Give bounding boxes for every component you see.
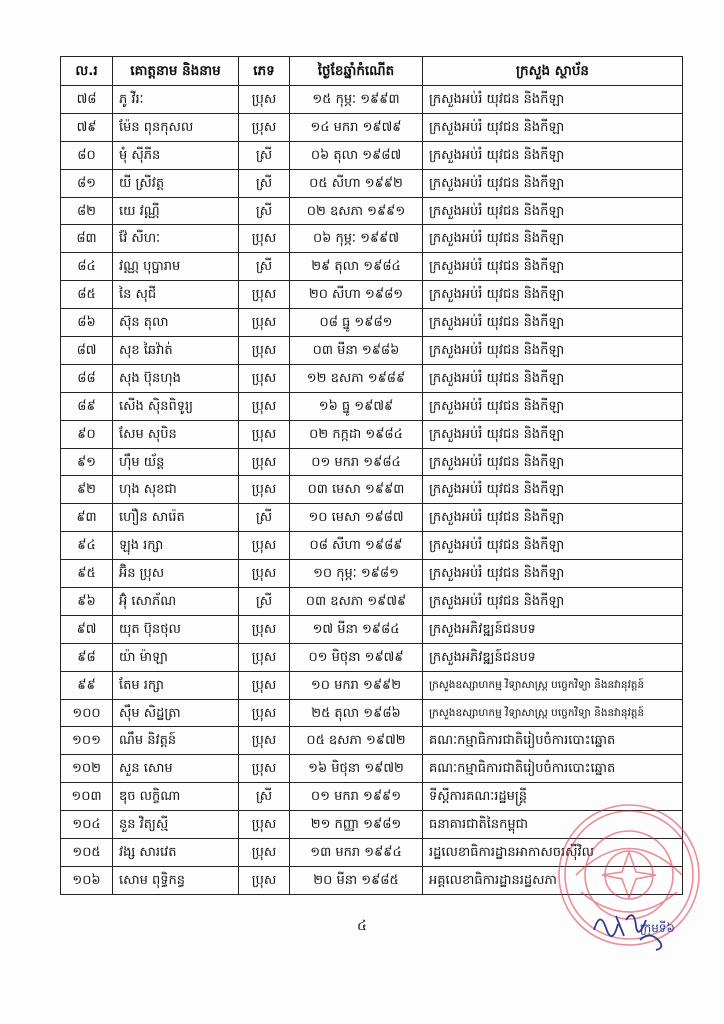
ministry-cell: ក្រសួងអប់រំ យុវជន និងកីឡា: [423, 169, 683, 197]
birth-date-cell: ០១ មករា ១៩៩១: [290, 783, 423, 811]
page-number: ៤: [357, 918, 367, 934]
row-number-cell: ៨១: [61, 169, 113, 197]
row-number-cell: ៨៤: [61, 253, 113, 281]
table-row: [61, 671, 683, 699]
sex-cell: ប្រុស: [239, 811, 290, 839]
row-number-cell: ១០៤: [61, 811, 113, 839]
row-number-cell: ៨០: [61, 141, 113, 169]
table-row: [61, 197, 683, 225]
full-name-cell: ហឿន សារ៉េត: [113, 504, 239, 532]
birth-date-cell: ២១ កញ្ញា ១៩៨១: [290, 811, 423, 839]
full-name-cell: នួន វិត្យស្មី: [113, 811, 239, 839]
row-number-cell: ៨៧: [61, 337, 113, 365]
header-sex: ភេទ: [239, 57, 290, 86]
ministry-cell: ក្រសួងអប់រំ យុវជន និងកីឡា: [423, 532, 683, 560]
table-row: [61, 420, 683, 448]
ministry-cell: ទីស្តីការគណៈរដ្ឋមន្ត្រី: [423, 783, 683, 811]
birth-date-cell: ២៩ តុលា ១៩៨៤: [290, 253, 423, 281]
row-number-cell: ១០១: [61, 727, 113, 755]
row-number-cell: ១០២: [61, 755, 113, 783]
birth-date-cell: ១៦ មិថុនា ១៩៧២: [290, 755, 423, 783]
ministry-cell: ក្រសួងឧស្សាហកម្ម វិទ្យាសាស្ត្រ បច្ចេកវិទ្យា និងនវានុវត្តន៍: [423, 699, 683, 727]
birth-date-cell: ១២ ឧសភា ១៩៨៩: [290, 364, 423, 392]
birth-date-cell: ០៥ ឧសភា ១៩៧២: [290, 727, 423, 755]
table-row: [61, 615, 683, 643]
sex-cell: ប្រុស: [239, 755, 290, 783]
sex-cell: ប្រុស: [239, 281, 290, 309]
row-number-cell: ៩៧: [61, 615, 113, 643]
birth-date-cell: ០៣ មីនា ១៩៨៦: [290, 337, 423, 365]
row-number-cell: ៨៩: [61, 392, 113, 420]
full-name-cell: សែម សុបិន: [113, 420, 239, 448]
row-number-cell: ១០៥: [61, 839, 113, 867]
sex-cell: ប្រុស: [239, 86, 290, 114]
full-name-cell: តែម រក្សា: [113, 671, 239, 699]
sex-cell: ស្រី: [239, 197, 290, 225]
row-number-cell: ៧៨: [61, 86, 113, 114]
sex-cell: ប្រុស: [239, 392, 290, 420]
birth-date-cell: ២០ សីហា ១៩៨១: [290, 281, 423, 309]
table-row: [61, 141, 683, 169]
full-name-cell: ឌុច លក្ខិណា: [113, 783, 239, 811]
ministry-cell: ក្រសួងអប់រំ យុវជន និងកីឡា: [423, 392, 683, 420]
ministry-cell: ក្រសួងអប់រំ យុវជន និងកីឡា: [423, 281, 683, 309]
birth-date-cell: ០៥ សីហា ១៩៩២: [290, 169, 423, 197]
birth-date-cell: ១៣ មករា ១៩៩៤: [290, 839, 423, 867]
row-number-cell: ១០៣: [61, 783, 113, 811]
ministry-cell: ក្រសួងអប់រំ យុវជន និងកីឡា: [423, 309, 683, 337]
table-row: [61, 727, 683, 755]
row-number-cell: ១០៦: [61, 866, 113, 894]
table-row: [61, 699, 683, 727]
birth-date-cell: ០២ កក្កដា ១៩៨៤: [290, 420, 423, 448]
table-row: [61, 309, 683, 337]
row-number-cell: ៨៣: [61, 225, 113, 253]
sex-cell: ប្រុស: [239, 337, 290, 365]
birth-date-cell: ០៣ ឧសភា ១៩៧៩: [290, 588, 423, 616]
row-number-cell: ៧៩: [61, 113, 113, 141]
full-name-cell: សុង ប៊ុនហុង: [113, 364, 239, 392]
full-name-cell: យី ស្រីវត្ត: [113, 169, 239, 197]
table-row: [61, 588, 683, 616]
birth-date-cell: ០៨ ធ្នូ ១៩៨១: [290, 309, 423, 337]
table-row: [61, 113, 683, 141]
sex-cell: ប្រុស: [239, 866, 290, 894]
full-name-cell: សុខ ឆៃវ៉ាត់: [113, 337, 239, 365]
full-name-cell: នៃ សុជី: [113, 281, 239, 309]
sex-cell: ប្រុស: [239, 448, 290, 476]
full-name-cell: អ៊ុំ សោភ័ណ: [113, 588, 239, 616]
birth-date-cell: ០១ មករា ១៩៨៤: [290, 448, 423, 476]
ministry-cell: ក្រសួងអប់រំ យុវជន និងកីឡា: [423, 337, 683, 365]
sex-cell: ប្រុស: [239, 225, 290, 253]
full-name-cell: ភូ វីរៈ: [113, 86, 239, 114]
sex-cell: ស្រី: [239, 169, 290, 197]
table-row: [61, 504, 683, 532]
ministry-cell: ក្រសួងអប់រំ យុវជន និងកីឡា: [423, 253, 683, 281]
table-row: [61, 643, 683, 671]
full-name-cell: យ៉ា ម៉ាឡា: [113, 643, 239, 671]
birth-date-cell: ២៥ តុលា ១៩៨៦: [290, 699, 423, 727]
birth-date-cell: ០១ មិថុនា ១៩៧៩: [290, 643, 423, 671]
birth-date-cell: ១៧ មីនា ១៩៨៤: [290, 615, 423, 643]
sex-cell: ប្រុស: [239, 671, 290, 699]
full-name-cell: សើង ស៊ិនពិទូរ្យ: [113, 392, 239, 420]
ministry-cell: ក្រសួងអប់រំ យុវជន និងកីឡា: [423, 141, 683, 169]
ministry-cell: គណៈកម្មាធិការជាតិរៀបចំការបោះឆ្នោត: [423, 755, 683, 783]
ministry-cell: ធនាគារជាតិនៃកម្ពុជា: [423, 811, 683, 839]
ministry-cell: ក្រសួងអប់រំ យុវជន និងកីឡា: [423, 364, 683, 392]
sex-cell: ស្រី: [239, 504, 290, 532]
table-row: [61, 253, 683, 281]
full-name-cell: វណ្ណ បុប្ផារាម: [113, 253, 239, 281]
ministry-cell: គណៈកម្មាធិការជាតិរៀបចំការបោះឆ្នោត: [423, 727, 683, 755]
table-header-row: [61, 57, 683, 86]
row-number-cell: ៩៨: [61, 643, 113, 671]
table-row: [61, 476, 683, 504]
full-name-cell: វ៉ែ សីហៈ: [113, 225, 239, 253]
sex-cell: ប្រុស: [239, 420, 290, 448]
header-number: ល.រ: [61, 57, 113, 86]
birth-date-cell: ១៦ ធ្នូ ១៩៧៩: [290, 392, 423, 420]
birth-date-cell: ០៦ តុលា ១៩៨៧: [290, 141, 423, 169]
row-number-cell: ៨៦: [61, 309, 113, 337]
ministry-cell: ក្រសួងអប់រំ យុវជន និងកីឡា: [423, 197, 683, 225]
sex-cell: ប្រុស: [239, 699, 290, 727]
sex-cell: ប្រុស: [239, 113, 290, 141]
ministry-cell: ក្រសួងអភិវឌ្ឍន៍ជនបទ: [423, 643, 683, 671]
birth-date-cell: ២០ មីនា ១៩៨៥: [290, 866, 423, 894]
birth-date-cell: ១០ កុម្ភៈ ១៩៨១: [290, 560, 423, 588]
sex-cell: ប្រុស: [239, 615, 290, 643]
row-number-cell: ៩០: [61, 420, 113, 448]
table-row: [61, 560, 683, 588]
table-row: [61, 392, 683, 420]
sex-cell: ប្រុស: [239, 364, 290, 392]
ministry-cell: រដ្ឋលេខាធិការដ្ឋានអាកាសចរស៊ីវិល: [423, 839, 683, 867]
row-number-cell: ៨២: [61, 197, 113, 225]
sex-cell: ប្រុស: [239, 643, 290, 671]
full-name-cell: ស៊ុន តុលា: [113, 309, 239, 337]
sex-cell: ស្រី: [239, 141, 290, 169]
birth-date-cell: ១០ មេសា ១៩៨៧: [290, 504, 423, 532]
table-row: [61, 337, 683, 365]
row-number-cell: ៩៩: [61, 671, 113, 699]
sex-cell: ប្រុស: [239, 476, 290, 504]
row-number-cell: ៩២: [61, 476, 113, 504]
ministry-cell: ក្រសួងអប់រំ យុវជន និងកីឡា: [423, 504, 683, 532]
row-number-cell: ៩៦: [61, 588, 113, 616]
full-name-cell: ម៉ែន ពុនកុសល: [113, 113, 239, 141]
group-annotation: ក្រុមទី៦: [640, 921, 675, 935]
table-row: [61, 448, 683, 476]
row-number-cell: ៨៥: [61, 281, 113, 309]
sex-cell: ស្រី: [239, 253, 290, 281]
birth-date-cell: ០៨ សីហា ១៩៨៩: [290, 532, 423, 560]
full-name-cell: ហុង សុខជា: [113, 476, 239, 504]
full-name-cell: សួន សោម: [113, 755, 239, 783]
sex-cell: ប្រុស: [239, 532, 290, 560]
full-name-cell: វង្ស សារវេត: [113, 839, 239, 867]
row-number-cell: ៩៣: [61, 504, 113, 532]
full-name-cell: ណឹម និវត្តន៍: [113, 727, 239, 755]
ministry-cell: ក្រសួងអប់រំ យុវជន និងកីឡា: [423, 560, 683, 588]
full-name-cell: យេ វណ្ណី: [113, 197, 239, 225]
full-name-cell: ឡុង រក្សា: [113, 532, 239, 560]
sex-cell: ស្រី: [239, 783, 290, 811]
table-row: [61, 532, 683, 560]
row-number-cell: ៩៤: [61, 532, 113, 560]
birth-date-cell: ០៦ កុម្ភៈ ១៩៩៧: [290, 225, 423, 253]
full-name-cell: ស៊ឹម សិដ្ឋត្រា: [113, 699, 239, 727]
ministry-cell: ក្រសួងឧស្សាហកម្ម វិទ្យាសាស្ត្រ បច្ចេកវិទ្យា និងនវានុវត្តន៍: [423, 671, 683, 699]
table-row: [61, 225, 683, 253]
table-row: [61, 281, 683, 309]
sex-cell: ស្រី: [239, 588, 290, 616]
ministry-cell: ក្រសួងអភិវឌ្ឍន៍ជនបទ: [423, 615, 683, 643]
full-name-cell: ហ៊ឹម យ័ន្ត: [113, 448, 239, 476]
row-number-cell: ៨៨: [61, 364, 113, 392]
ministry-cell: ក្រសួងអប់រំ យុវជន និងកីឡា: [423, 113, 683, 141]
table-row: [61, 755, 683, 783]
row-number-cell: ១០០: [61, 699, 113, 727]
personnel-table: [60, 56, 683, 895]
birth-date-cell: ១៥ កុម្ភៈ ១៩៩៣: [290, 86, 423, 114]
full-name-cell: សោម ពុទ្ធិកន្ធ: [113, 866, 239, 894]
table-row: [61, 364, 683, 392]
header-birthdate: ថ្ងៃខែឆ្នាំកំណើត: [290, 57, 423, 86]
full-name-cell: យុត ប៊ុនថុល: [113, 615, 239, 643]
header-ministry: ក្រសួង ស្ថាប័ន: [423, 57, 683, 86]
full-name-cell: អ៊ិន ប្រុស: [113, 560, 239, 588]
sex-cell: ប្រុស: [239, 560, 290, 588]
sex-cell: ប្រុស: [239, 727, 290, 755]
table-row: [61, 86, 683, 114]
table-body: [61, 86, 683, 895]
header-name: គោត្តនាម និងនាម: [113, 57, 239, 86]
sex-cell: ប្រុស: [239, 839, 290, 867]
table-row: [61, 169, 683, 197]
ministry-cell: ក្រសួងអប់រំ យុវជន និងកីឡា: [423, 86, 683, 114]
birth-date-cell: ១៤ មករា ១៩៧៩: [290, 113, 423, 141]
row-number-cell: ៩៥: [61, 560, 113, 588]
ministry-cell: ក្រសួងអប់រំ យុវជន និងកីឡា: [423, 225, 683, 253]
ministry-cell: ក្រសួងអប់រំ យុវជន និងកីឡា: [423, 476, 683, 504]
birth-date-cell: ០៣ មេសា ១៩៩៣: [290, 476, 423, 504]
ministry-cell: អគ្គលេខាធិការដ្ឋានរដ្ឋសភា: [423, 866, 683, 894]
row-number-cell: ៩១: [61, 448, 113, 476]
ministry-cell: ក្រសួងអប់រំ យុវជន និងកីឡា: [423, 588, 683, 616]
ministry-cell: ក្រសួងអប់រំ យុវជន និងកីឡា: [423, 420, 683, 448]
sex-cell: ប្រុស: [239, 309, 290, 337]
ministry-cell: ក្រសួងអប់រំ យុវជន និងកីឡា: [423, 448, 683, 476]
birth-date-cell: ១០ មករា ១៩៩២: [290, 671, 423, 699]
birth-date-cell: ០២ ឧសភា ១៩៩១: [290, 197, 423, 225]
full-name-cell: មុំ ស៊ីភីន: [113, 141, 239, 169]
